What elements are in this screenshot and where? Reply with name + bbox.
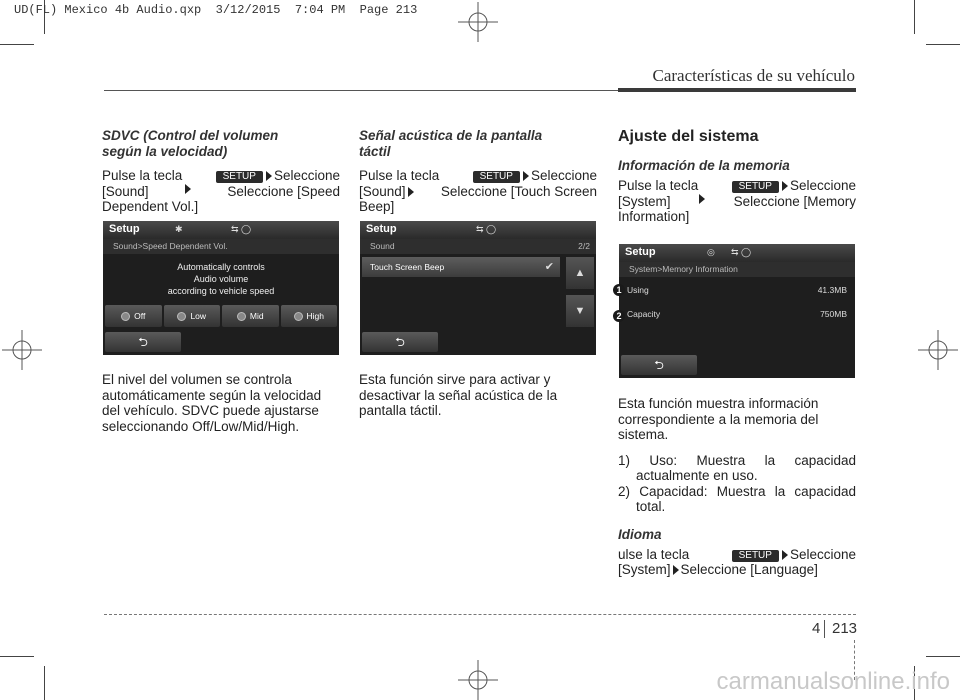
page-number: 213	[832, 620, 858, 637]
column-system	[618, 128, 856, 225]
memory-using-row: Using 41.3MB	[627, 285, 847, 295]
sdvc-instructions: Pulse la tecla SETUP Seleccione [Sound] Seleccione [Speed Dependent Vol.]	[102, 168, 340, 214]
memory-instructions: Pulse la tecla SETUP Seleccione [System] Seleccione [Memory Information]	[618, 178, 856, 224]
arrow-right-icon	[266, 171, 272, 181]
screen-breadcrumb: System>Memory Information	[619, 262, 855, 277]
list-item-uso: 1) Uso: Muestra la capacidad actualmente en uso.	[618, 452, 856, 483]
arrow-right-icon	[782, 550, 788, 560]
scroll-up-button[interactable]: ▲	[566, 257, 594, 289]
language-instructions: ulse la tecla SETUP Seleccione [System] Seleccione [Language]	[618, 546, 856, 577]
arrow-right-icon	[782, 181, 788, 191]
sdvc-description: Automatically controls Audio volume according to vehicle speed	[167, 262, 275, 296]
screen-title: Setup	[625, 246, 656, 258]
sdvc-options	[105, 305, 337, 327]
touch-screen-beep-item[interactable]: Touch Screen Beep ✔	[362, 257, 560, 277]
memory-screen	[619, 244, 855, 378]
checkmark-icon: ✔	[544, 261, 554, 273]
bluetooth-icon: ✱	[175, 224, 183, 234]
callout-1: 1	[613, 284, 625, 296]
crop-mark	[914, 0, 915, 34]
sdvc-body: El nivel del volumen se controla automáticamente según la velocidad del vehículo. SDVC puede ajustarse seleccionando Off/Low/Mid/High.	[102, 372, 322, 434]
screen-breadcrumb: Sound>Speed Dependent Vol.	[103, 239, 339, 254]
registration-mark	[458, 660, 498, 700]
sdvc-heading: SDVC (Control del volumen según la velocidad)	[102, 128, 279, 159]
memory-heading: Información de la memoria	[618, 158, 790, 173]
system-heading: Ajuste del sistema	[618, 128, 759, 145]
footer-divider	[824, 620, 825, 638]
arrow-right-icon	[523, 171, 529, 181]
footer-rule	[104, 614, 856, 615]
option-off-button[interactable]: Off	[105, 305, 162, 327]
back-button[interactable]: ⮌	[362, 332, 438, 352]
back-button[interactable]: ⮌	[105, 332, 181, 352]
screen-title: Setup	[366, 223, 397, 235]
arrow-right-icon	[673, 565, 679, 575]
back-button[interactable]: ⮌	[621, 355, 697, 375]
setup-key-icon: SETUP	[732, 550, 779, 562]
sdvc-screen	[103, 221, 339, 355]
beep-instructions: Pulse la tecla SETUP Seleccione [Sound] Seleccione [Touch Screen Beep]	[359, 168, 597, 214]
crop-mark	[0, 44, 34, 45]
crop-mark	[926, 656, 960, 657]
beep-body: Esta función sirve para activar y desactivar la señal acústica de la pantalla táctil.	[359, 372, 558, 418]
option-high-button[interactable]: High	[281, 305, 338, 327]
usb-icon: ⇆ ◯	[231, 224, 252, 234]
registration-mark	[458, 2, 498, 42]
setup-key-icon: SETUP	[216, 171, 263, 183]
usb-icon: ⇆ ◯	[476, 224, 497, 234]
arrow-right-icon	[699, 194, 705, 204]
screen-title: Setup	[109, 223, 140, 235]
section-header: Características de su vehículo	[652, 66, 855, 85]
setup-key-icon: SETUP	[473, 171, 520, 183]
usb-icon: ⇆ ◯	[731, 247, 752, 257]
registration-mark	[918, 330, 958, 370]
option-low-button[interactable]: Low	[164, 305, 221, 327]
column-beep	[359, 128, 597, 215]
chapter-number: 4	[812, 620, 821, 637]
screen-breadcrumb: Sound 2/2	[360, 239, 596, 254]
callout-2: 2	[613, 310, 625, 322]
beep-heading: Señal acústica de la pantalla táctil	[359, 128, 543, 159]
registration-mark	[2, 330, 42, 370]
watermark: carmanualsonline.info	[716, 668, 950, 695]
settings-icon: ◎	[707, 247, 715, 257]
arrow-right-icon	[408, 187, 414, 197]
option-mid-button[interactable]: Mid	[222, 305, 279, 327]
column-sdvc	[102, 128, 340, 215]
header-rule-accent	[618, 88, 856, 92]
arrow-right-icon	[185, 184, 191, 194]
crop-mark	[44, 666, 45, 700]
print-slug: UD(FL) Mexico 4b Audio.qxp 3/12/2015 7:04 PM Page 213	[14, 3, 418, 17]
list-item-capacidad: 2) Capacidad: Muestra la capacidad total.	[618, 483, 856, 514]
page-indicator: 2/2	[578, 241, 590, 251]
crop-mark	[0, 656, 34, 657]
memory-body: Esta función muestra información correspondiente a la memoria del sistema. 1) Uso: Muestra la capacidad actualmente en uso. 2) Capacidad: Muestra la capacidad total. Idioma ulse la tecla SETUP Seleccione [System] Seleccione [Language]	[618, 396, 856, 577]
beep-screen	[360, 221, 596, 355]
memory-capacity-row: Capacity 750MB	[627, 309, 847, 319]
scroll-down-button[interactable]: ▼	[566, 295, 594, 327]
setup-key-icon: SETUP	[732, 181, 779, 193]
language-heading: Idioma	[618, 526, 662, 542]
crop-mark	[926, 44, 960, 45]
